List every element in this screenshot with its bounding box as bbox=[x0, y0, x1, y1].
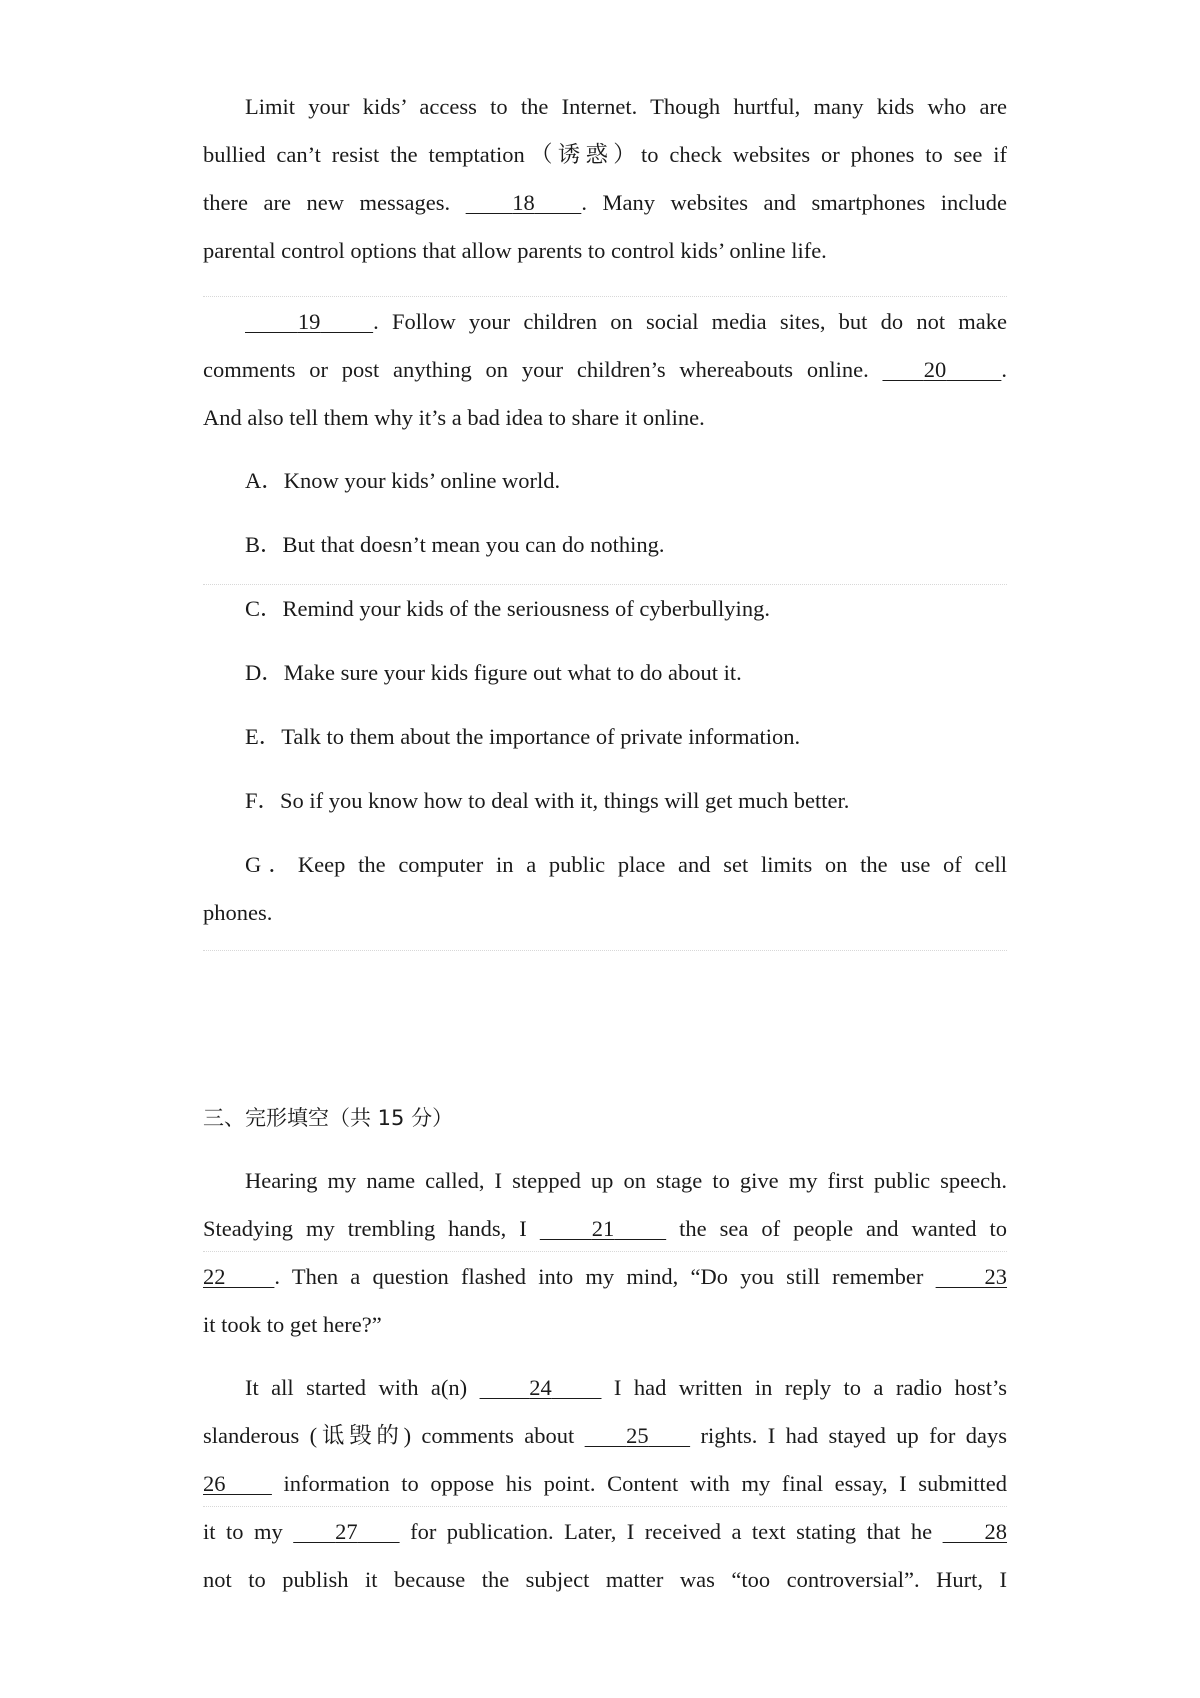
paragraph-line bbox=[203, 140, 1007, 170]
blank-25: 25 bbox=[626, 1423, 649, 1448]
blank-20: 20 bbox=[923, 357, 947, 382]
paragraph-line bbox=[203, 1310, 1007, 1340]
divider bbox=[203, 296, 1007, 297]
option-g-cont: phones. bbox=[203, 900, 273, 925]
paragraph-line bbox=[203, 1166, 1007, 1196]
paragraph-line bbox=[203, 1421, 1007, 1451]
blank-18: 18 bbox=[512, 190, 535, 215]
divider bbox=[203, 1506, 1007, 1507]
text: comments or post anything on your children’s whereabouts online. bbox=[203, 357, 883, 382]
paragraph-line bbox=[203, 1565, 1007, 1595]
blank-19: 19 bbox=[297, 309, 321, 334]
paragraph-line bbox=[203, 236, 1007, 266]
text: . Follow your children on social media sites, but do not make bbox=[373, 309, 1008, 334]
text: slanderous (诋毁的) comments about bbox=[203, 1423, 585, 1448]
text: Hearing my name called, I stepped up on stage to give my first public speech. bbox=[245, 1168, 1007, 1193]
text: there are new messages. bbox=[203, 190, 466, 215]
blank-28: 28 bbox=[984, 1519, 1008, 1544]
paragraph-line bbox=[203, 1373, 1007, 1403]
blank-26: 26 bbox=[203, 1471, 226, 1496]
divider bbox=[203, 1251, 1007, 1252]
text: information to oppose his point. Content with my final essay, I submitted bbox=[271, 1471, 1008, 1496]
text: Limit your kids’ access to the Internet. Though hurtful, many kids who are bbox=[245, 94, 1007, 119]
paragraph-line bbox=[203, 188, 1007, 218]
text: it to my bbox=[203, 1519, 294, 1544]
option-f: F．So if you know how to deal with it, things will get much better. bbox=[245, 788, 850, 813]
text: parental control options that allow parents to control kids’ online life. bbox=[203, 238, 827, 263]
text: I had written in reply to a radio host’s bbox=[601, 1375, 1008, 1400]
blank-23: 23 bbox=[984, 1264, 1008, 1289]
paragraph-line bbox=[203, 1262, 1007, 1292]
text: . Many websites and smartphones include bbox=[581, 190, 1008, 215]
text: bullied can’t resist the temptation（诱惑）to check websites or phones to see if bbox=[203, 142, 1007, 167]
text: rights. I had stayed up for days bbox=[690, 1423, 1008, 1448]
blank-22: 22 bbox=[203, 1264, 226, 1289]
blank-27: 27 bbox=[335, 1519, 358, 1544]
option-d: D．Make sure your kids figure out what to do about it. bbox=[245, 660, 742, 685]
divider bbox=[203, 950, 1007, 951]
paragraph-line bbox=[203, 403, 1007, 433]
option-c: C．Remind your kids of the seriousness of cyberbullying. bbox=[245, 596, 770, 621]
option-e: E．Talk to them about the importance of private information. bbox=[245, 724, 801, 749]
option-g: G．Keep the computer in a public place and set limits on the use of cell bbox=[245, 852, 1007, 877]
text: . bbox=[1001, 357, 1008, 382]
text: And also tell them why it’s a bad idea to share it online. bbox=[203, 405, 705, 430]
paragraph-line bbox=[203, 1517, 1007, 1547]
blank-21: 21 bbox=[591, 1216, 615, 1241]
text: it took to get here?” bbox=[203, 1312, 382, 1337]
paragraph-line bbox=[203, 1214, 1007, 1244]
section-heading: 三、完形填空（共 15 分） bbox=[203, 1106, 454, 1130]
paragraph-line bbox=[203, 1469, 1007, 1499]
option-b: B．But that doesn’t mean you can do nothing. bbox=[245, 532, 665, 557]
text: . Then a question flashed into my mind, “Do you still remember bbox=[274, 1264, 936, 1289]
text: the sea of people and wanted to bbox=[666, 1216, 1007, 1241]
paragraph-line bbox=[203, 355, 1007, 385]
text: Steadying my trembling hands, I bbox=[203, 1216, 540, 1241]
divider bbox=[203, 584, 1007, 585]
paragraph-line bbox=[203, 307, 1007, 337]
option-a: A．Know your kids’ online world. bbox=[245, 468, 561, 493]
text: It all started with a(n) bbox=[245, 1375, 480, 1400]
text: not to publish it because the subject matter was “too controversial”. Hurt, I bbox=[203, 1567, 1007, 1592]
text: for publication. Later, I received a text stating that he bbox=[399, 1519, 943, 1544]
blank-24: 24 bbox=[529, 1375, 552, 1400]
paragraph-line bbox=[203, 92, 1007, 122]
